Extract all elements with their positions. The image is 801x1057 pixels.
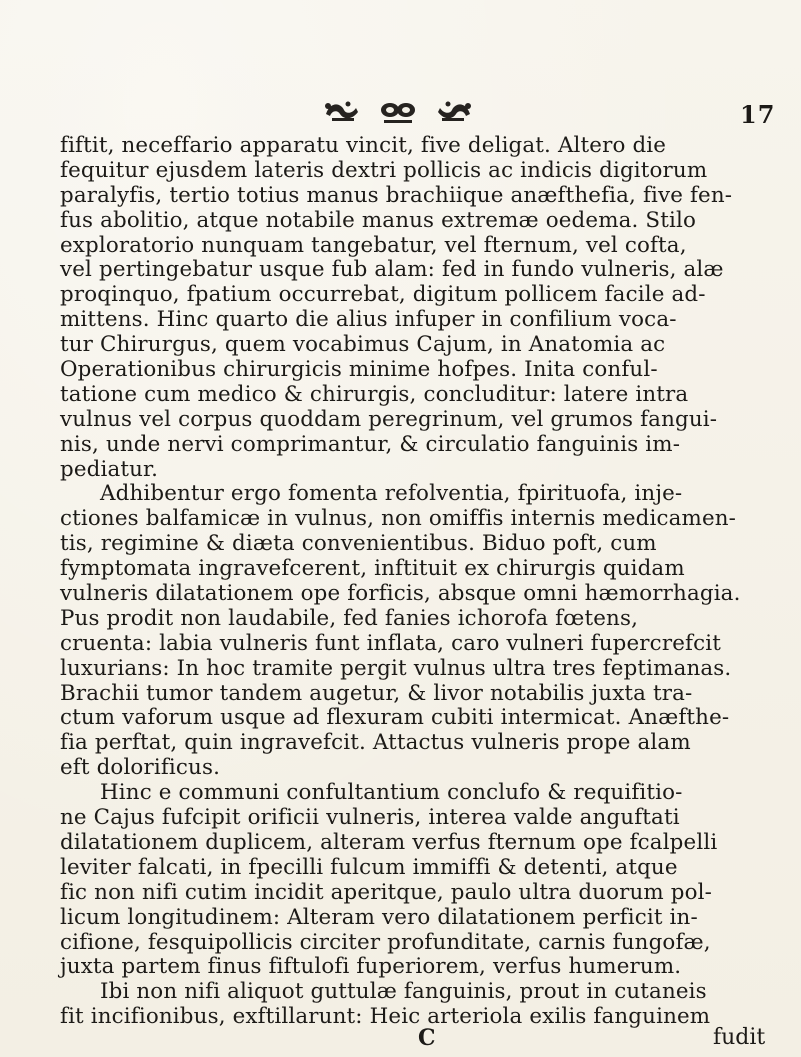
signature-mark: C xyxy=(418,1025,436,1051)
text-line: dilatationem duplicem, alteram verfus fternum ope fcalpelli xyxy=(60,829,718,855)
text-line: fit incifionibus, exftillarunt: Heic arteriola exilis fanguinem xyxy=(60,1004,711,1030)
paragraph-start-line: Hinc e communi confultantium conclufo & requifitio- xyxy=(100,780,683,806)
text-line: fymptomata ingravefcerent, inftituit ex chirurgis quidam xyxy=(60,556,685,582)
text-line: vel pertingebatur usque fub alam: fed in fundo vulneris, alæ xyxy=(60,257,724,283)
text-line: cifione, fesquipollicis circiter profunditate, carnis fungofæ, xyxy=(60,929,711,955)
text-line: proqinquo, fpatium occurrebat, digitum pollicem facile ad- xyxy=(60,282,706,308)
text-line: pediatur. xyxy=(60,456,159,482)
text-line: eft dolorificus. xyxy=(60,755,221,781)
text-line: fus abolitio, atque notabile manus extremæ oedema. Stilo xyxy=(60,207,696,233)
paragraph-start-line: Ibi non nifi aliquot guttulæ fanguinis, prout in cutaneis xyxy=(100,979,707,1005)
text-line: exploratorio nunquam tangebatur, vel fternum, vel cofta, xyxy=(60,232,687,258)
text-line: ne Cajus fufcipit orificii vulneris, interea valde anguftati xyxy=(60,805,680,831)
text-line: fic non nifi cutim incidit aperitque, paulo ultra duorum pol- xyxy=(60,879,713,905)
text-line: vulneris dilatationem ope forficis, absque omni hæmorrhagia. xyxy=(60,581,741,607)
text-line: Operationibus chirurgicis minime hofpes. Inita conful- xyxy=(60,357,658,383)
page-footer xyxy=(0,1025,801,1053)
page-number: 17 xyxy=(740,100,776,129)
text-line: ctiones balfamicæ in vulnus, non omiffis internis medicamen- xyxy=(60,506,737,532)
text-line: licum longitudinem: Alteram vero dilatationem perficit in- xyxy=(60,904,698,930)
text-line: fiftit, neceffario apparatu vincit, five deligat. Altero die xyxy=(60,133,667,158)
text-line: cruenta: labia vulneris funt inflata, caro vulneri fupercrefcit xyxy=(60,630,721,656)
text-line: tatione cum medico & chirurgis, concluditur: latere intra xyxy=(60,381,689,407)
running-header xyxy=(0,96,801,129)
text-line: fia perftat, quin ingravefcit. Attactus vulneris prope alam xyxy=(60,730,691,756)
text-line: paralyfis, tertio totius manus brachiique anæfthefia, five fen- xyxy=(60,182,733,208)
paragraph-start-line: Adhibentur ergo fomenta refolventia, fpirituofa, inje- xyxy=(100,481,683,507)
text-line: vulnus vel corpus quoddam peregrinum, vel grumos fangui- xyxy=(60,406,718,432)
text-line: fequitur ejusdem lateris dextri pollicis ac indicis digitorum xyxy=(60,157,708,183)
text-line: tis, regimine & diæta convenientibus. Biduo poft, cum xyxy=(60,531,657,557)
text-line: Brachii tumor tandem augetur, & livor notabilis juxta tra- xyxy=(60,680,693,706)
text-line: ctum vaforum usque ad flexuram cubiti intermicat. Anæfthe- xyxy=(60,705,730,731)
catchword: fudit xyxy=(713,1025,766,1050)
text-line: mittens. Hinc quarto die alius infuper in confilium voca- xyxy=(60,307,677,333)
text-line: nis, unde nervi comprimantur, & circulatio fanguinis im- xyxy=(60,431,681,457)
text-line: luxurians: In hoc tramite pergit vulnus ultra tres feptimanas. xyxy=(60,655,732,681)
printers-ornament-icon xyxy=(318,96,478,124)
body-text xyxy=(60,134,775,1030)
text-line: tur Chirurgus, quem vocabimus Cajum, in Anatomia ac xyxy=(60,332,666,358)
text-line: juxta partem finus fiftulofi fuperiorem, verfus humerum. xyxy=(60,954,682,980)
text-line: leviter falcati, in fpecilli fulcum immiffi & detenti, atque xyxy=(60,854,678,880)
text-line: Pus prodit non laudabile, fed fanies ichorofa fœtens, xyxy=(60,605,639,631)
